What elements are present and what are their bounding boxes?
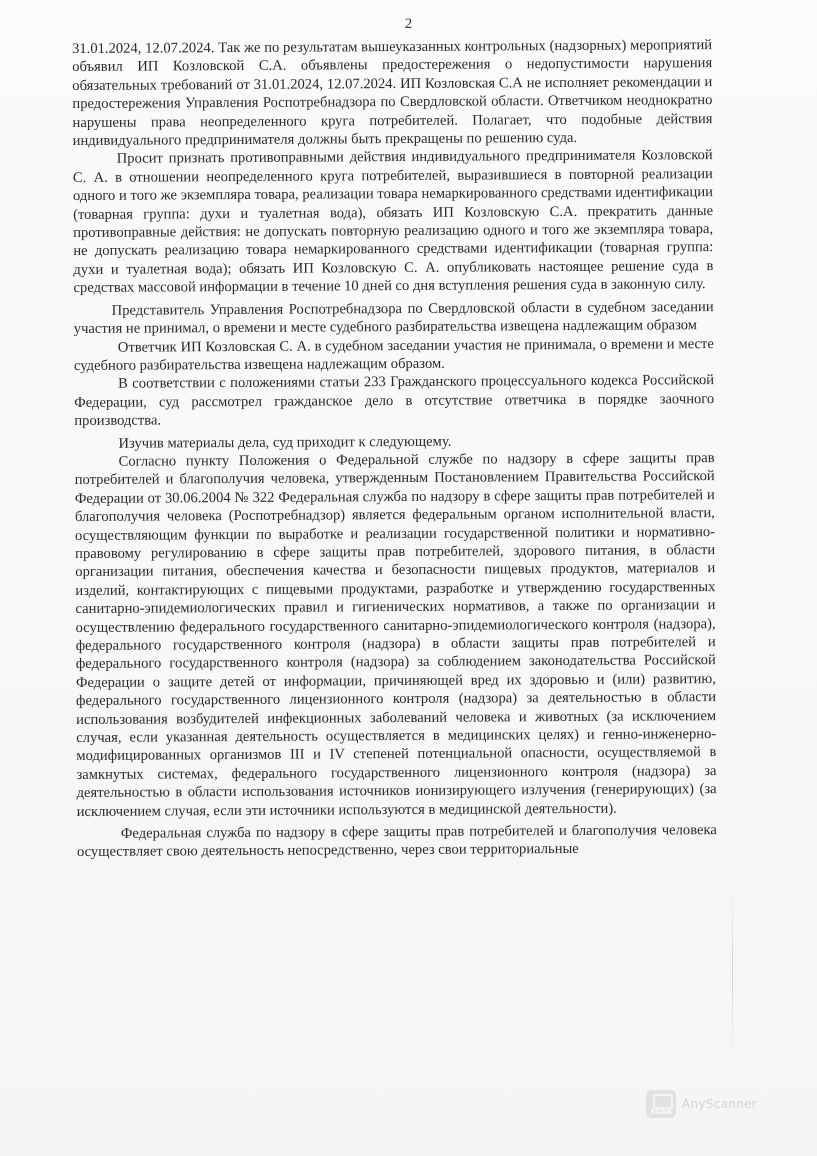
scanner-app-icon — [646, 1090, 676, 1118]
page-number: 2 — [404, 16, 413, 32]
paragraph-regulation: Согласно пункту Положения о Федеральной службе по надзору в сфере защиты прав потребителей и благополучия человека, утвержденным Постановлением Правительства Российской Федерации от 30.06.2004 № 322 Федеральная служба по надзору в сфере защиты прав потребителей и благополучия человека (Роспотребнадзор) является федеральным органом исполнительной власти, осуществляющим функции по выработке и реализации государственной политики и нормативно-правовому регулированию в сфере защиты прав потребителей, здорового питания, в области организации питания, обеспечения качества и безопасности пищевых продуктов, материалов и изделий, контактирующих с пищевыми продуктами, разработке и утверждению государственных санитарно-эпидемиологических правил и гигиенических нормативов, а также по организации и осуществлению федерального государственного санитарно-эпидемиологического контроля (надзора), федерального государственного контроля (надзора) в области защиты прав потребителей и федерального государственного контроля (надзора) за соблюдением законодательства Российской Федерации о защите детей от информации, причиняющей вред их здоровью и (или) развитию, федерального государственного лицензионного контроля (надзора) за деятельностью в области использования возбудителей инфекционных заболеваний человека и животных (за исключением случая, если указанная деятельность осуществляется в медицинских целях) и генно-инженерно-модифицированных организмов III и IV степеней потенциальной опасности, осуществляемой в замкнутых системах, федерального государственного лицензионного контроля (надзора) за деятельностью в области использования источников ионизирующего излучения (генерирующих) (за исключением случая, если эти источники используются в медицинской деятельности). — [74, 450, 717, 820]
scanner-name: AnyScanner — [682, 1097, 758, 1111]
scanner-logo-text: SCAN — [650, 1108, 672, 1116]
paragraph-representative: Представитель Управления Роспотребнадзора по Свердловской области в судебном заседании участия не принимал, о времени и месте судебного разбирательства извещена надлежащим образом — [73, 298, 714, 338]
paragraph-claim: Просит признать противоправными действия индивидуального предпринимателя Козловской С. А. в отношении неопределенного круга потребителей, выразившиеся в повторной реализации одного и того же экземпляра товара, реализации товара немаркированного средствами идентификации (товарная группа: духи и туалетная вода), обязать ИП Козловскую С.А. прекратить данные противоправные действия: не допускать повторную реализацию одного и того же экземпляра товара, не допускать реализацию товара немаркированного средствами идентификации (товарная группа: духи и туалетная вода); обязать ИП Козловскую С. А. опубликовать настоящее решение суда в средствах массовой информации в течение 10 дней со дня вступления решения суда в законную силу. — [72, 147, 714, 297]
paragraph-conclusion-intro: Изучив материалы дела, суд приходит к следующему. — [118, 433, 452, 452]
scanner-watermark — [646, 1090, 757, 1118]
paragraph-defendant: Ответчик ИП Козловская С. А. в судебном заседании участия не принимала, о времени и месте судебного разбирательства извещена надлежащим образом. — [73, 335, 714, 374]
paragraph-continuation: 31.01.2024, 12.07.2024. Так же по результатам вышеуказанных контрольных (надзорных) мероприятий объявил ИП Козловской С.А. объявлены предостережения о недопустимости нарушения обязательных требований от 31.01.2024, 12.07.2024. ИП Козловская С.А не исполняет рекомендации и предостережения Управления Роспотребнадзора по Свердловской области. Ответчиком неоднократно нарушены права неопределенного круга потребителей. Полагает, что подобные действия индивидуального предпринимателя должны быть прекращены по решению суда. — [72, 37, 713, 150]
paragraph-federal-service: Федеральная служба по надзору в сфере защиты прав потребителей и благополучия человека осуществляет свою деятельность непосредственно, через свои территориальные — [76, 822, 717, 861]
scan-edge-line — [732, 880, 733, 1060]
paragraph-article-233: В соответствии с положениями статьи 233 Гражданского процессуального кодекса Российской Федерации, суд рассмотрел гражданское дело в отсутствие ответчика в порядке заочного производства. — [74, 372, 715, 430]
document-body — [72, 36, 717, 862]
